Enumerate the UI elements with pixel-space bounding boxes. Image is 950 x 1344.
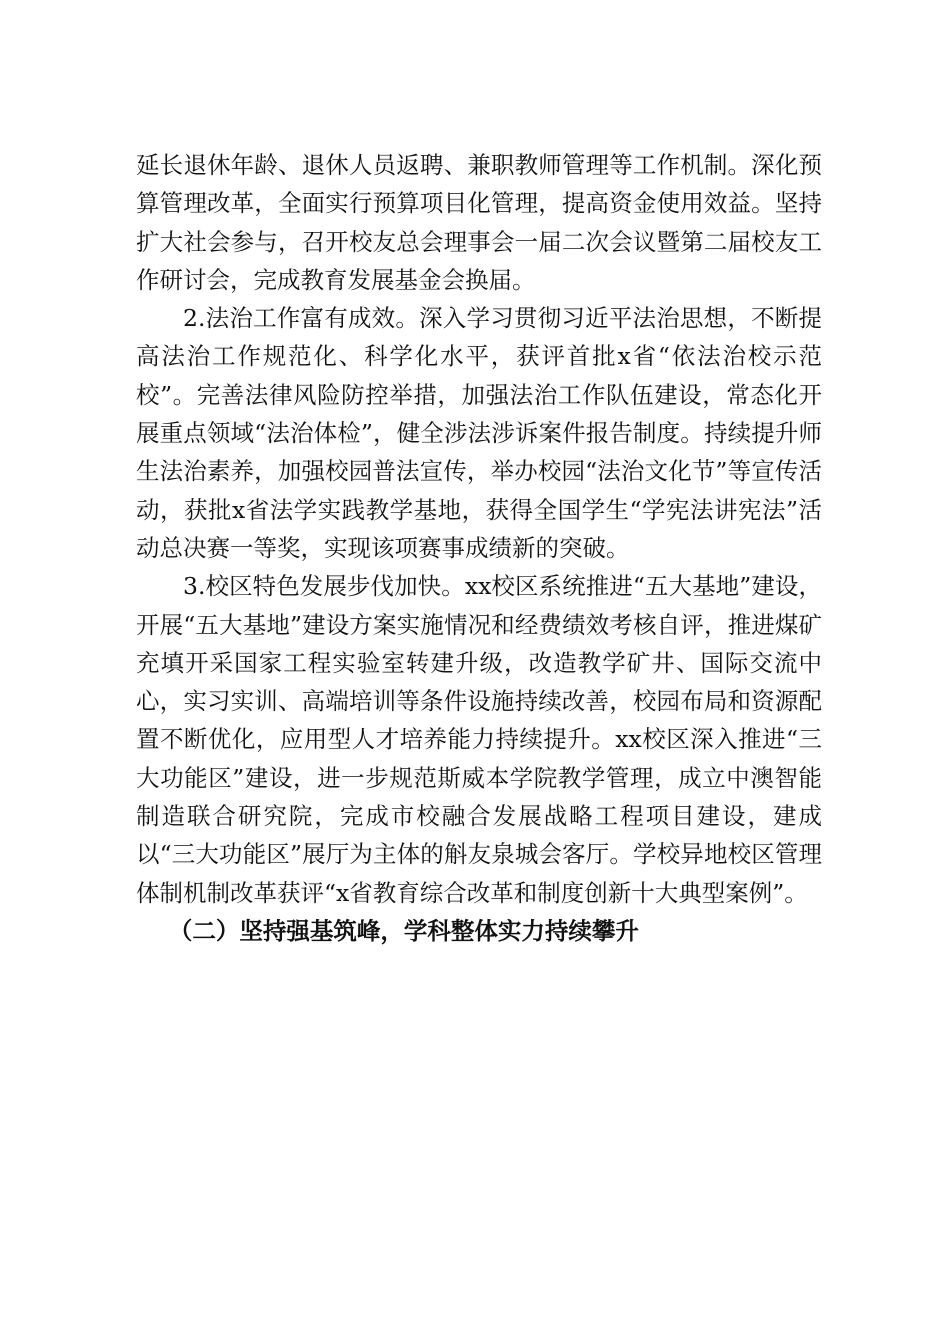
paragraph-continued: 延长退休年龄、退休人员返聘、兼职教师管理等工作机制。深化预算管理改革，全面实行预算项目化管理，提高资金使用效益。坚持扩大社会参与，召开校友总会理事会一届二次会议暨第二届校友工作研讨会，完成教育发展基金会换届。 xyxy=(136,151,822,294)
paragraph-rule-of-law: 2.法治工作富有成效。深入学习贯彻习近平法治思想，不断提高法治工作规范化、科学化水平，获评首批x省“依法治校示范校”。完善法律风险防控举措，加强法治工作队伍建设，常态化开展重点领域“法治体检”，健全涉法涉诉案件报告制度。持续提升师生法治素养，加强校园普法宣传，举办校园“法治文化节”等宣传活动，获批x省法学实践教学基地，获得全国学生“学宪法讲宪法”活动总决赛一等奖，实现该项赛事成绩新的突破。 xyxy=(136,304,822,562)
document-body xyxy=(136,146,822,950)
paragraph-campus-development: 3.校区特色发展步伐加快。xx校区系统推进“五大基地”建设，开展“五大基地”建设方案实施情况和经费绩效考核自评，推进煤矿充填开采国家工程实验室转建升级，改造教学矿井、国际交流中心，实习实训、高端培训等条件设施持续改善，校园布局和资源配置不断优化，应用型人才培养能力持续提升。xx校区深入推进“三大功能区”建设，进一步规范斯威本学院教学管理，成立中澳智能制造联合研究院，完成市校融合发展战略工程项目建设，建成以“三大功能区”展厅为主体的斛友泉城会客厅。学校异地校区管理体制机制改革获评“x省教育综合改革和制度创新十大典型案例”。 xyxy=(136,572,822,907)
section-heading: （二）坚持强基筑峰，学科整体实力持续攀升 xyxy=(168,916,639,945)
